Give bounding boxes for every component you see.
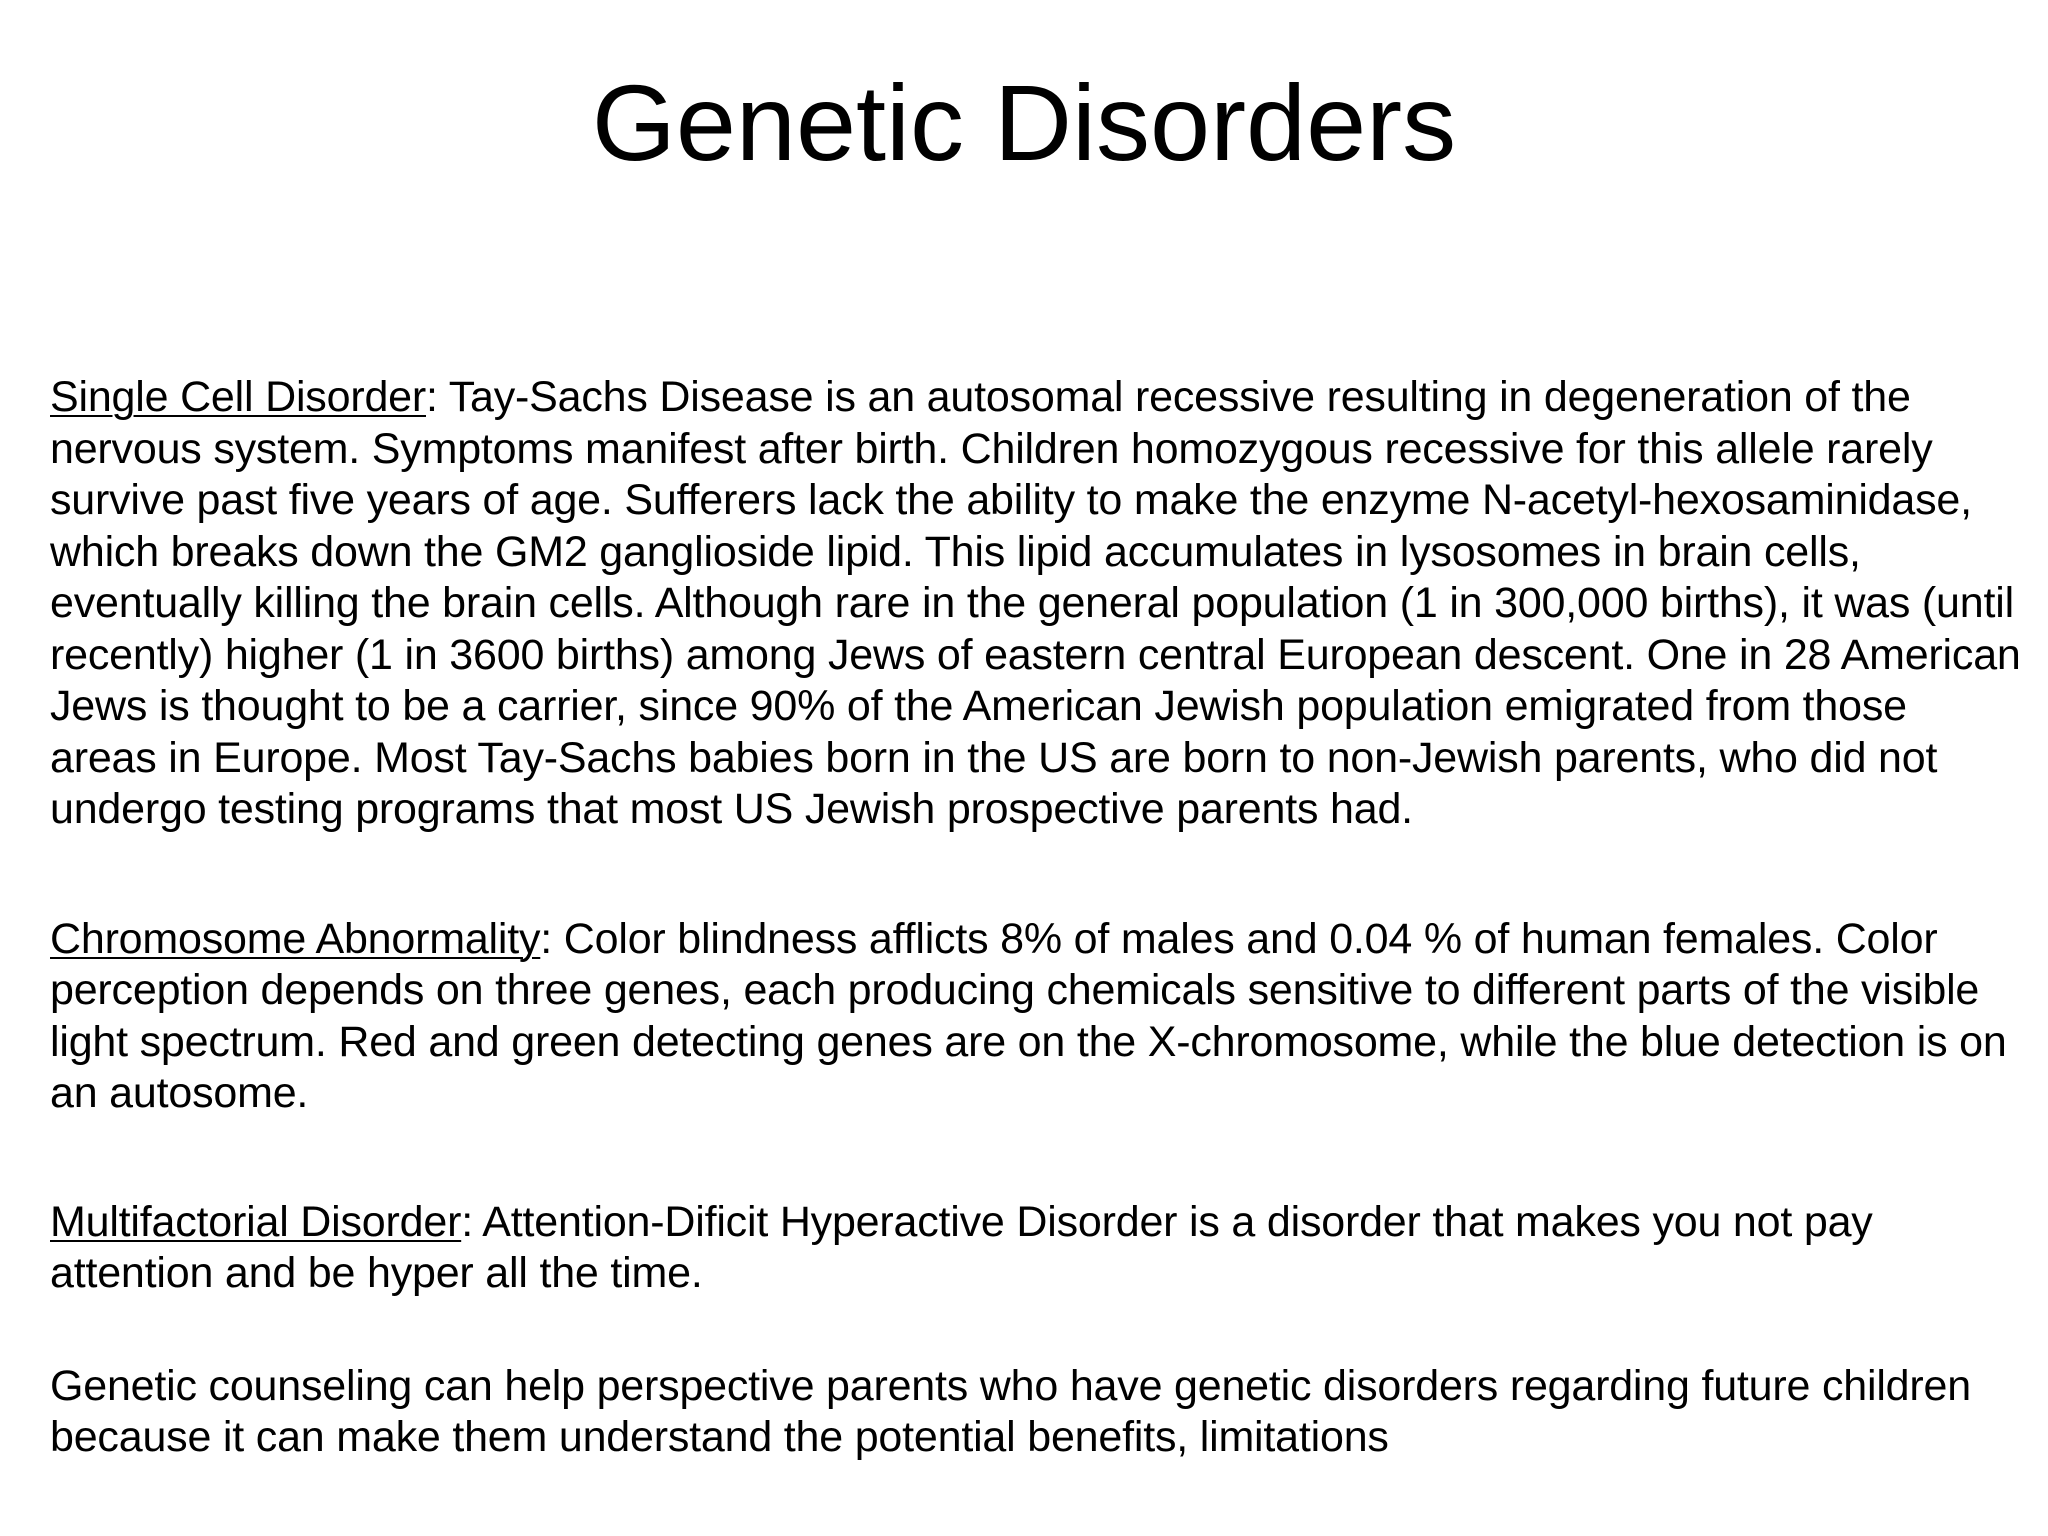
- chromosome-abnormality-term: Chromosome Abnormality: [50, 914, 541, 963]
- page-title: Genetic Disorders: [591, 62, 1457, 183]
- multifactorial-disorder-term: Multifactorial Disorder: [50, 1197, 462, 1246]
- multifactorial-disorder-text: Attention-Dificit Hyperactive Disorder is a disorder that makes you not pay attention and be hyper all the time.: [50, 1197, 1873, 1297]
- single-cell-disorder-paragraph: [50, 372, 2025, 836]
- chromosome-abnormality-text: Color blindness afflicts 8% of males and 0.04 % of human females. Color perception depends on three genes, each producing chemicals sensitive to different parts of the visible light spectrum. Red and green detecting genes are on the X-chromosome, while the blue detection is on an autosome.: [50, 914, 2007, 1117]
- chromosome-abnormality-paragraph: [50, 914, 2025, 1120]
- term-separator: :: [426, 373, 438, 421]
- genetic-counseling-paragraph: Genetic counseling can help perspective parents who have genetic disorders regarding future children because it can make them understand the potential benefits, limitations: [50, 1361, 1971, 1461]
- term-separator: :: [461, 1197, 473, 1246]
- term-separator: :: [540, 914, 553, 963]
- multifactorial-disorder-paragraph: [50, 1197, 2025, 1300]
- slide-body: [50, 372, 2025, 1536]
- single-cell-disorder-text: Tay-Sachs Disease is an autosomal recessive resulting in degeneration of the nervous system. Symptoms manifest after birth. Children homozygous recessive for this allele rarely survive past five years of age. Sufferers lack the ability to make the enzyme N-acetyl-hexosaminidase, which breaks down the GM2 ganglioside lipid. This lipid accumulates in lysosomes in brain cells, eventually killing the brain cells. Although rare in the general population (1 in 300,000 births), it was (until recently) higher (1 in 3600 births) among Jews of eastern central European descent. One in 28 American Jews is thought to be a carrier, since 90% of the American Jewish population emigrated from those areas in Europe. Most Tay-Sachs babies born in the US are born to non-Jewish parents, who did not undergo testing programs that most US Jewish prospective parents had.: [50, 373, 2021, 833]
- single-cell-disorder-term: Single Cell Disorder: [50, 373, 426, 421]
